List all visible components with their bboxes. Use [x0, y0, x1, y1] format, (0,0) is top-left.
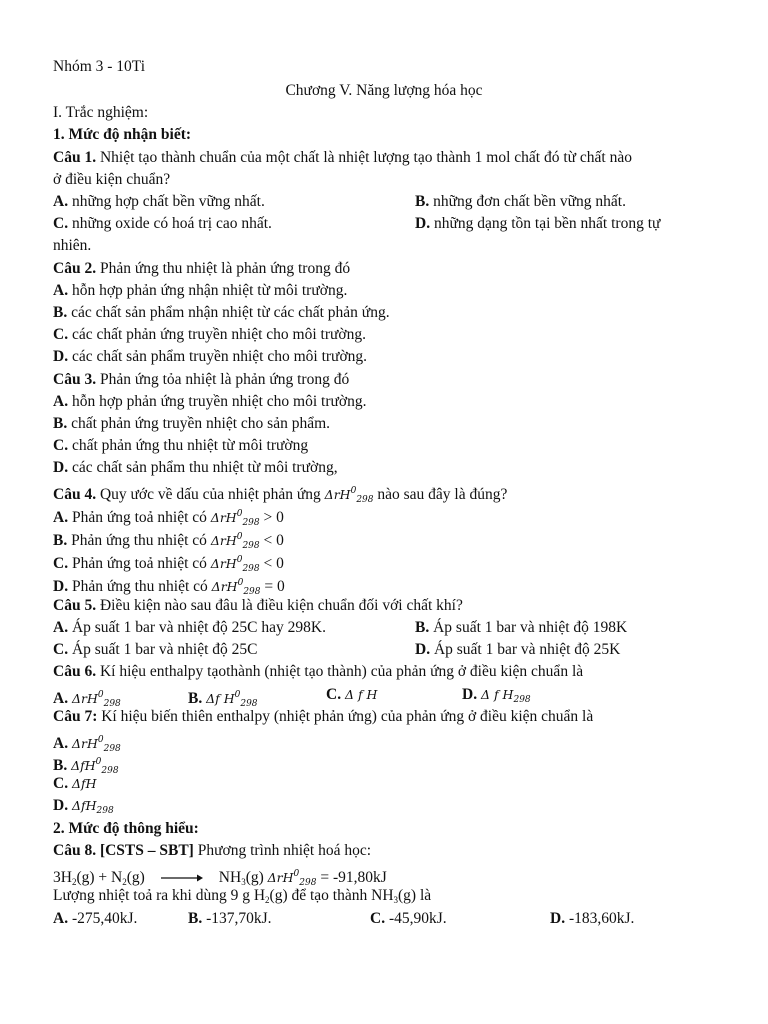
option-text: những đơn chất bền vững nhất.: [429, 193, 626, 210]
symbol-sub: 298: [242, 564, 260, 574]
enthalpy-symbol: [71, 798, 114, 816]
question-text: Quy ước về dấu của nhiệt phản ứng: [96, 486, 325, 503]
option-relation: = 0: [260, 578, 285, 595]
question-2: [53, 259, 350, 279]
q5-option-d: [415, 640, 620, 660]
option-text: các chất sản phẩm truyền nhiệt cho môi trường.: [68, 348, 368, 365]
question-7: [53, 707, 593, 727]
option-key: B.: [53, 304, 68, 321]
symbol-base: ΔrH: [324, 487, 351, 502]
question-text: Nhiệt tạo thành chuẩn của một chất là nhiệt lượng tạo thành 1 mol chất đó từ chất nào: [96, 149, 632, 166]
q5-option-a: [53, 618, 326, 638]
enthalpy-symbol: [206, 690, 258, 709]
eq-part: (g): [126, 869, 145, 886]
question-tag: [CSTS – SBT]: [96, 842, 194, 859]
question-8-cont: [53, 886, 431, 910]
option-key: D.: [415, 641, 431, 658]
option-key: D.: [53, 459, 69, 476]
symbol-sub: 298: [240, 699, 258, 709]
q1-option-d-cont: nhiên.: [53, 237, 92, 254]
option-text: những hợp chất bền vững nhất.: [68, 193, 265, 210]
option-text: hỗn hợp phản ứng nhận nhiệt từ môi trường.: [68, 282, 348, 299]
option-text: Áp suất 1 bar và nhiệt độ 25C: [68, 641, 258, 658]
question-3: [53, 370, 349, 390]
option-text: Phản ứng thu nhiệt có: [67, 532, 211, 549]
symbol-sup: 0: [97, 690, 104, 700]
enthalpy-symbol: [71, 757, 119, 776]
enthalpy-symbol: [71, 690, 121, 709]
equation-value: = -91,80kJ: [316, 869, 387, 886]
q2-option-d: [53, 347, 367, 367]
symbol-base: Δ f H: [480, 687, 514, 702]
option-key: C.: [53, 555, 69, 572]
option-key: C.: [53, 437, 69, 454]
section-heading: I. Trắc nghiệm:: [53, 104, 149, 121]
option-text: -183,60kJ.: [565, 910, 635, 927]
option-key: C.: [53, 215, 69, 232]
question-1-cont: ở điều kiện chuẩn?: [53, 171, 171, 188]
option-key: B.: [415, 193, 430, 210]
option-key: D.: [53, 348, 69, 365]
q1-option-a: [53, 192, 265, 212]
q3-option-d: [53, 458, 338, 478]
enthalpy-symbol: [211, 578, 261, 597]
option-relation: > 0: [259, 509, 284, 526]
option-text: những dạng tồn tại bền nhất trong tự: [430, 215, 661, 232]
option-key: A.: [53, 509, 69, 526]
option-text: -45,90kJ.: [385, 910, 447, 927]
level-heading-2: 2. Mức độ thông hiểu:: [53, 820, 199, 837]
option-text: Phản ứng toả nhiệt có: [68, 555, 211, 572]
symbol-sup: 0: [236, 509, 243, 519]
question-text: Phương trình nhiệt hoá học:: [193, 842, 372, 859]
eq-part: (g): [245, 869, 268, 886]
question-6: [53, 662, 583, 682]
q8-option-c: [370, 909, 447, 929]
enthalpy-symbol: [71, 735, 121, 754]
eq-part: (g) + N: [76, 869, 123, 886]
symbol-sub: 298: [242, 518, 260, 528]
q3-option-a: [53, 392, 366, 412]
text-part: Lượng nhiệt toả ra khi dùng 9 g H: [53, 887, 266, 904]
option-text: -137,70kJ.: [202, 910, 272, 927]
q7-option-d: [53, 796, 114, 821]
symbol-sup: 0: [237, 578, 244, 588]
symbol-base: ΔrH: [210, 533, 237, 548]
symbol-sup: 0: [350, 486, 357, 496]
question-number: Câu 7:: [53, 708, 98, 725]
option-key: C.: [370, 910, 386, 927]
q5-option-b: [415, 618, 627, 638]
option-text: hỗn hợp phản ứng truyền nhiệt cho môi trường.: [68, 393, 367, 410]
q1-option-c: [53, 214, 272, 234]
option-text: các chất sản phẩm nhận nhiệt từ các chất phản ứng.: [67, 304, 390, 321]
symbol-base: ΔfH: [71, 798, 97, 813]
question-text: Kí hiệu enthalpy tạothành (nhiệt tạo thành) của phản ứng ở điều kiện chuẩn là: [96, 663, 584, 680]
symbol-sub: 298: [103, 699, 121, 709]
enthalpy-symbol: [324, 486, 374, 505]
question-number: Câu 5.: [53, 597, 97, 614]
option-text: Phản ứng thu nhiệt có: [68, 578, 212, 595]
option-key: A.: [53, 619, 69, 636]
option-relation: < 0: [259, 532, 284, 549]
question-text: Phản ứng thu nhiệt là phản ứng trong đó: [96, 260, 351, 277]
text-sub: 2: [265, 895, 270, 905]
equation-rhs: [219, 869, 268, 886]
text-part: (g) để tạo thành NH: [269, 887, 394, 904]
symbol-sub: 298: [96, 806, 114, 816]
option-text: các chất sản phẩm thu nhiệt từ môi trường,: [68, 459, 338, 476]
chapter-title: Chương V. Năng lượng hóa học: [285, 82, 483, 99]
eq-sub: 2: [71, 877, 77, 887]
q8-option-a: [53, 909, 137, 929]
q3-option-b: [53, 414, 330, 434]
q8-option-d: [550, 909, 634, 929]
question-1: [53, 148, 632, 168]
symbol-sub: 298: [103, 744, 121, 754]
option-key: B.: [53, 415, 68, 432]
option-text: Áp suất 1 bar và nhiệt độ 25C hay 298K.: [68, 619, 326, 636]
option-key: A.: [53, 690, 69, 707]
option-key: A.: [53, 193, 69, 210]
option-key: A.: [53, 910, 69, 927]
option-key: C.: [53, 641, 69, 658]
option-text: -275,40kJ.: [68, 910, 138, 927]
option-key: C.: [326, 686, 342, 703]
option-relation: < 0: [259, 555, 284, 572]
option-key: B.: [53, 757, 68, 774]
q2-option-a: [53, 281, 347, 301]
q8-option-b: [188, 909, 272, 929]
option-text: Áp suất 1 bar và nhiệt độ 25K: [430, 641, 621, 658]
option-key: C.: [53, 775, 69, 792]
question-5: [53, 596, 463, 616]
option-key: D.: [53, 578, 69, 595]
option-key: C.: [53, 326, 69, 343]
enthalpy-symbol: [480, 687, 531, 705]
eq-sub: 2: [122, 877, 127, 887]
symbol-base: ΔrH: [210, 556, 237, 571]
enthalpy-symbol: [267, 869, 317, 888]
symbol-base: ΔrH: [210, 510, 237, 525]
equation-lhs: [53, 869, 145, 886]
option-text: những oxide có hoá trị cao nhất.: [68, 215, 272, 232]
question-text: Phản ứng tỏa nhiệt là phản ứng trong đó: [96, 371, 350, 388]
symbol-base: ΔrH: [71, 691, 98, 706]
symbol-sub: 298: [513, 695, 531, 705]
q2-option-b: [53, 303, 390, 323]
symbol-base: ΔrH: [71, 736, 98, 751]
level-heading-1: 1. Mức độ nhận biết:: [53, 126, 192, 143]
option-text: chất phản ứng thu nhiệt từ môi trường: [68, 437, 309, 454]
q5-option-c: [53, 640, 258, 660]
symbol-sub: 298: [299, 878, 317, 888]
reaction-arrow-icon: [161, 873, 203, 883]
question-number: Câu 4.: [53, 486, 97, 503]
text-sub: 3: [393, 895, 399, 905]
symbol-sup: 0: [236, 532, 243, 542]
option-key: D.: [53, 797, 69, 814]
symbol-sub: 298: [101, 766, 119, 776]
q2-option-c: [53, 325, 366, 345]
symbol-sup: 0: [97, 735, 104, 745]
eq-part: 3H: [53, 869, 72, 886]
question-number: Câu 6.: [53, 663, 97, 680]
option-key: B.: [53, 532, 68, 549]
symbol-base: Δf H: [206, 691, 235, 706]
enthalpy-symbol: [210, 509, 260, 528]
option-key: B.: [188, 690, 203, 707]
question-number: Câu 8.: [53, 842, 97, 859]
symbol-sup: 0: [234, 690, 241, 700]
option-text: chất phản ứng truyền nhiệt cho sản phẩm.: [67, 415, 331, 432]
question-text: Điều kiện nào sau đâu là điều kiện chuẩn đối với chất khí?: [96, 597, 463, 614]
enthalpy-symbol: [210, 532, 260, 551]
q7-option-c: [53, 774, 97, 794]
q1-option-b: [415, 192, 626, 212]
symbol-base: ΔrH: [211, 579, 238, 594]
question-text-after: nào sau đây là đúng?: [373, 486, 508, 503]
enthalpy-symbol: Δ f H: [344, 687, 378, 702]
option-key: D.: [462, 686, 478, 703]
option-key: B.: [188, 910, 203, 927]
enthalpy-symbol: [210, 555, 260, 574]
eq-sub: 3: [241, 877, 246, 887]
question-text: Kí hiệu biến thiên enthalpy (nhiệt phản ứng) của phản ứng ở điều kiện chuẩn là: [97, 708, 594, 725]
symbol-sup: 0: [95, 757, 102, 767]
enthalpy-symbol: ΔfH: [71, 776, 97, 791]
option-text: các chất phản ứng truyền nhiệt cho môi trường.: [68, 326, 366, 343]
group-label: Nhóm 3 - 10Ti: [53, 58, 146, 75]
q1-option-d: [415, 214, 660, 234]
text-part: (g) là: [398, 887, 432, 904]
q6-option-c: [326, 685, 377, 705]
symbol-sup: 0: [293, 869, 300, 879]
question-number: Câu 2.: [53, 260, 97, 277]
option-text: Áp suất 1 bar và nhiệt độ 198K: [429, 619, 628, 636]
symbol-sub: 298: [242, 541, 260, 551]
eq-part: NH: [218, 869, 242, 886]
symbol-sup: 0: [236, 555, 243, 565]
question-8: [53, 841, 371, 861]
option-key: A.: [53, 282, 69, 299]
option-key: A.: [53, 735, 69, 752]
option-key: D.: [415, 215, 431, 232]
symbol-sub: 298: [243, 587, 261, 597]
symbol-sub: 298: [356, 495, 374, 505]
symbol-base: ΔfH: [71, 758, 96, 773]
option-key: B.: [415, 619, 430, 636]
option-key: D.: [550, 910, 566, 927]
option-key: A.: [53, 393, 69, 410]
question-number: Câu 3.: [53, 371, 97, 388]
question-number: Câu 1.: [53, 149, 97, 166]
symbol-base: ΔrH: [267, 870, 294, 885]
option-text: Phản ứng toả nhiệt có: [68, 509, 211, 526]
q3-option-c: [53, 436, 308, 456]
